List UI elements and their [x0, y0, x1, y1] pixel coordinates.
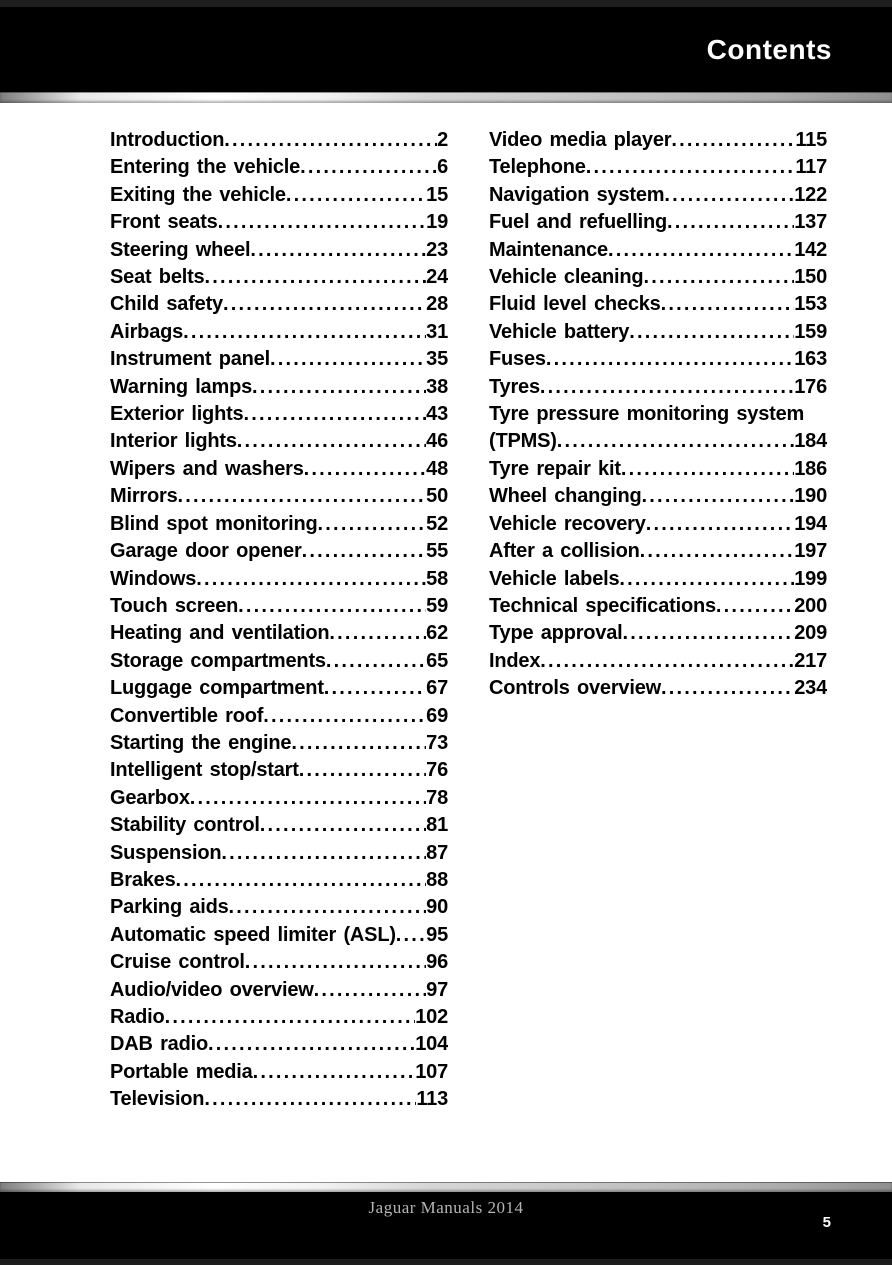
toc-entry [110, 757, 448, 784]
toc-entry [110, 620, 448, 647]
toc-content [0, 103, 892, 1182]
toc-entry-page: 234 [794, 677, 827, 700]
toc-entry [110, 127, 448, 154]
toc-entry [110, 428, 448, 455]
toc-entry-page: 43 [426, 403, 448, 426]
toc-entry-label: Cruise control [110, 951, 245, 974]
toc-entry-label: Vehicle cleaning [489, 266, 644, 289]
toc-dot-leader [716, 593, 794, 620]
toc-entry-page: 163 [794, 348, 827, 371]
toc-entry [110, 922, 448, 949]
toc-dot-leader [640, 538, 795, 565]
toc-entry [489, 237, 827, 264]
toc-entry-page: 176 [794, 375, 827, 398]
toc-entry-page: 67 [426, 677, 448, 700]
toc-entry-label: Tyres [489, 375, 540, 398]
toc-entry-page: 95 [426, 923, 448, 946]
bottom-edge-strip [0, 1259, 892, 1265]
toc-entry-page: 115 [795, 129, 827, 151]
toc-entry [489, 319, 827, 346]
toc-dot-leader [218, 209, 427, 236]
toc-entry-label: Seat belts [110, 266, 205, 289]
toc-entry-label: Index [489, 649, 541, 672]
toc-entry-label: Garage door opener [110, 540, 302, 563]
toc-entry-page: 78 [426, 786, 448, 809]
toc-entry [110, 511, 448, 538]
toc-entry-label: Fuel and refuelling [489, 211, 667, 234]
toc-entry-label: Brakes [110, 868, 176, 891]
toc-entry-label: Fluid level checks [489, 293, 661, 316]
toc-entry [489, 675, 827, 702]
toc-entry-page: 194 [794, 512, 827, 535]
toc-entry [110, 812, 448, 839]
toc-entry-label: Heating and ventilation [110, 622, 330, 645]
toc-dot-leader [286, 182, 426, 209]
toc-entry [110, 785, 448, 812]
toc-entry-label: Type approval [489, 622, 623, 645]
toc-entry-page: 6 [437, 156, 448, 179]
toc-entry-label: Touch screen [110, 594, 239, 617]
toc-entry-label: Controls overview [489, 677, 661, 700]
toc-entry-page: 90 [426, 896, 448, 919]
toc-entry-label: Radio [110, 1006, 165, 1028]
toc-entry [110, 483, 448, 510]
toc-entry-page: 58 [426, 567, 448, 590]
toc-entry-label: Vehicle recovery [489, 512, 646, 535]
toc-dot-leader [642, 483, 795, 510]
toc-dot-leader [176, 867, 427, 894]
toc-entry-label: After a collision [489, 540, 640, 563]
toc-entry [110, 237, 448, 264]
toc-entry [489, 209, 827, 236]
toc-dot-leader [661, 675, 794, 702]
toc-dot-leader [253, 1059, 416, 1086]
toc-entry [110, 291, 448, 318]
toc-entry [110, 346, 448, 373]
toc-entry-page: 38 [426, 375, 448, 398]
toc-dot-leader [299, 757, 426, 784]
toc-entry-page: 199 [794, 567, 827, 590]
toc-entry-page: 31 [426, 320, 448, 343]
toc-entry [489, 401, 827, 428]
toc-dot-leader [540, 648, 794, 675]
toc-entry-page: 15 [426, 183, 448, 206]
toc-entry-label: Exiting the vehicle [110, 183, 286, 206]
toc-dot-leader [237, 428, 426, 455]
toc-entry-label: Vehicle labels [489, 567, 620, 590]
toc-dot-leader [252, 374, 426, 401]
toc-dot-leader [318, 511, 427, 538]
toc-entry [489, 593, 827, 620]
toc-entry-page: 122 [794, 183, 827, 206]
page-header [0, 7, 892, 92]
toc-entry [110, 648, 448, 675]
toc-entry-page: 55 [426, 540, 448, 563]
toc-entry-page: 97 [426, 978, 448, 1001]
toc-dot-leader [396, 922, 426, 949]
toc-dot-leader [664, 182, 794, 209]
toc-entry [489, 264, 827, 291]
toc-entry [110, 401, 448, 428]
toc-entry-page: 102 [415, 1006, 448, 1028]
toc-dot-leader [245, 949, 426, 976]
toc-dot-leader [204, 1086, 416, 1113]
toc-entry [110, 840, 448, 867]
toc-entry-page: 52 [426, 512, 448, 535]
toc-entry [489, 374, 827, 401]
toc-dot-leader [300, 154, 437, 181]
toc-entry-page: 48 [426, 457, 448, 480]
toc-dot-leader [546, 346, 794, 373]
toc-dot-leader [314, 977, 427, 1004]
toc-entry-label: Gearbox [110, 786, 190, 809]
toc-entry [489, 346, 827, 373]
toc-entry-label: Windows [110, 567, 197, 590]
toc-dot-leader [623, 620, 795, 647]
toc-entry-page: 209 [794, 622, 827, 645]
toc-entry [489, 182, 827, 209]
toc-entry-label: Starting the engine [110, 731, 292, 754]
toc-entry-label: Vehicle battery [489, 320, 630, 343]
toc-entry [110, 264, 448, 291]
toc-entry-page: 142 [794, 238, 827, 261]
toc-dot-leader [671, 127, 795, 154]
toc-entry [110, 566, 448, 593]
toc-dot-leader [178, 483, 427, 510]
toc-entry-page: 2 [437, 129, 448, 151]
toc-entry-page: 65 [426, 649, 448, 672]
toc-column-left [110, 127, 448, 1182]
toc-entry-label: Convertible roof [110, 704, 264, 727]
toc-dot-leader [229, 894, 427, 921]
toc-entry-page: 104 [415, 1033, 448, 1056]
toc-dot-leader [326, 648, 426, 675]
toc-entry-page: 23 [426, 238, 448, 261]
toc-entry-label: Storage compartments [110, 649, 326, 672]
toc-entry [489, 428, 827, 455]
toc-entry [110, 209, 448, 236]
toc-entry-page: 113 [416, 1088, 448, 1111]
toc-entry-label: Technical specifications [489, 594, 716, 617]
toc-entry-page: 150 [794, 266, 827, 289]
toc-entry-label: Television [110, 1088, 205, 1111]
toc-entry [110, 456, 448, 483]
toc-entry-label: Child safety [110, 293, 223, 316]
toc-entry [110, 1059, 448, 1086]
toc-entry-label: Luggage compartment [110, 677, 324, 700]
toc-entry [110, 867, 448, 894]
toc-dot-leader [238, 593, 426, 620]
toc-dot-leader [608, 237, 794, 264]
toc-entry-label: Mirrors [110, 485, 178, 508]
toc-dot-leader [165, 1004, 416, 1031]
toc-entry-page: 28 [426, 293, 448, 316]
toc-entry-page: 19 [426, 211, 448, 234]
toc-entry-page: 107 [415, 1060, 448, 1083]
toc-dot-leader [270, 346, 426, 373]
toc-entry [110, 675, 448, 702]
metallic-divider-top [0, 92, 892, 103]
toc-entry-label: Warning lamps [110, 375, 253, 398]
toc-entry [110, 374, 448, 401]
toc-entry-page: 87 [426, 841, 448, 864]
toc-entry-label: Blind spot monitoring [110, 512, 318, 535]
toc-entry-page: 186 [794, 457, 827, 480]
toc-entry [110, 1004, 448, 1031]
toc-entry-page: 35 [426, 348, 448, 371]
top-edge-strip [0, 0, 892, 7]
toc-column-right [489, 127, 827, 1182]
toc-entry [489, 483, 827, 510]
toc-dot-leader [196, 566, 426, 593]
toc-entry [110, 703, 448, 730]
toc-entry-page: 46 [426, 430, 448, 453]
toc-entry [110, 154, 448, 181]
toc-entry-label: Airbags [110, 320, 184, 343]
toc-entry-page: 69 [426, 704, 448, 727]
toc-entry [110, 182, 448, 209]
page-title: Contents [706, 33, 832, 65]
toc-entry-label: Maintenance [489, 238, 608, 261]
toc-entry-label: Steering wheel [110, 238, 251, 261]
toc-entry-label: Instrument panel [110, 348, 270, 371]
toc-entry [489, 127, 827, 154]
toc-entry-label: Automatic speed limiter (ASL) [110, 923, 396, 946]
toc-entry-label: Video media player [489, 129, 672, 151]
toc-entry-page: 217 [794, 649, 827, 672]
toc-entry-label: Tyre pressure monitoring system [489, 403, 805, 426]
toc-dot-leader [667, 209, 794, 236]
toc-entry-label: Entering the vehicle [110, 156, 301, 179]
toc-dot-leader [646, 511, 795, 538]
toc-entry-page: 190 [794, 485, 827, 508]
toc-entry-page: 159 [794, 320, 827, 343]
toc-entry [489, 456, 827, 483]
toc-entry-page: 59 [426, 594, 448, 617]
toc-dot-leader [250, 237, 426, 264]
toc-entry-label: Suspension [110, 841, 222, 864]
toc-entry [489, 291, 827, 318]
toc-entry [110, 1031, 448, 1058]
toc-dot-leader [629, 319, 794, 346]
toc-entry [489, 620, 827, 647]
toc-entry-page: 153 [794, 293, 827, 316]
toc-entry-page: 62 [426, 622, 448, 645]
toc-entry-page: 117 [795, 156, 827, 179]
toc-entry [110, 319, 448, 346]
toc-entry-label: Wipers and washers [110, 457, 304, 480]
toc-dot-leader [324, 675, 426, 702]
toc-entry-page: 88 [426, 868, 448, 891]
toc-entry-page: 184 [794, 430, 827, 453]
toc-entry [489, 648, 827, 675]
toc-entry-page: 76 [426, 759, 448, 782]
toc-entry-label: Exterior lights [110, 403, 244, 426]
toc-dot-leader [183, 319, 426, 346]
toc-dot-leader [291, 730, 426, 757]
toc-dot-leader [586, 154, 796, 181]
toc-dot-leader [208, 1031, 415, 1058]
toc-dot-leader [540, 374, 794, 401]
toc-entry-label: Interior lights [110, 430, 237, 453]
toc-entry-label: Telephone [489, 156, 586, 179]
toc-entry [489, 511, 827, 538]
toc-entry-label: Stability control [110, 814, 260, 837]
toc-entry-label: Audio/video overview [110, 978, 314, 1001]
toc-entry-page: 137 [794, 211, 827, 234]
toc-entry-page: 24 [426, 266, 448, 289]
toc-entry-label: Tyre repair kit [489, 457, 621, 480]
toc-entry-page: 200 [794, 594, 827, 617]
toc-dot-leader [224, 127, 437, 154]
toc-entry [110, 593, 448, 620]
toc-entry-label: Portable media [110, 1060, 253, 1083]
toc-entry [110, 949, 448, 976]
toc-entry-label: Front seats [110, 211, 218, 234]
footer-page-number: 5 [822, 1214, 831, 1231]
toc-entry [110, 894, 448, 921]
toc-entry-page: 50 [426, 485, 448, 508]
toc-dot-leader [557, 428, 795, 455]
toc-dot-leader [304, 456, 427, 483]
toc-dot-leader [621, 456, 794, 483]
toc-entry [489, 154, 827, 181]
toc-entry-page: 73 [426, 731, 448, 754]
toc-dot-leader [619, 566, 794, 593]
toc-entry [110, 1086, 448, 1113]
toc-entry-label: Intelligent stop/start [110, 759, 299, 782]
toc-dot-leader [223, 291, 426, 318]
toc-entry-label: (TPMS) [489, 430, 557, 453]
toc-dot-leader [221, 840, 426, 867]
toc-entry [110, 730, 448, 757]
toc-entry-label: Introduction [110, 129, 225, 151]
page-footer [0, 1192, 892, 1265]
toc-entry-page: 197 [794, 540, 827, 563]
toc-dot-leader [643, 264, 794, 291]
metallic-divider-bottom [0, 1182, 892, 1192]
toc-entry [489, 538, 827, 565]
toc-entry-label: Navigation system [489, 183, 665, 206]
toc-entry-label: Parking aids [110, 896, 229, 919]
toc-dot-leader [329, 620, 426, 647]
toc-dot-leader [302, 538, 427, 565]
toc-dot-leader [263, 703, 426, 730]
toc-entry-page: 81 [426, 814, 448, 837]
footer-brand-text: Jaguar Manuals 2014 [368, 1198, 524, 1217]
toc-entry [110, 538, 448, 565]
toc-entry-label: DAB radio [110, 1033, 208, 1056]
toc-dot-leader [243, 401, 426, 428]
toc-entry-label: Wheel changing [489, 485, 642, 508]
toc-entry-page: 96 [426, 951, 448, 974]
toc-dot-leader [190, 785, 426, 812]
toc-entry [110, 977, 448, 1004]
toc-dot-leader [204, 264, 426, 291]
toc-entry [489, 566, 827, 593]
toc-entry-label: Fuses [489, 348, 546, 371]
toc-dot-leader [260, 812, 426, 839]
toc-dot-leader [661, 291, 795, 318]
